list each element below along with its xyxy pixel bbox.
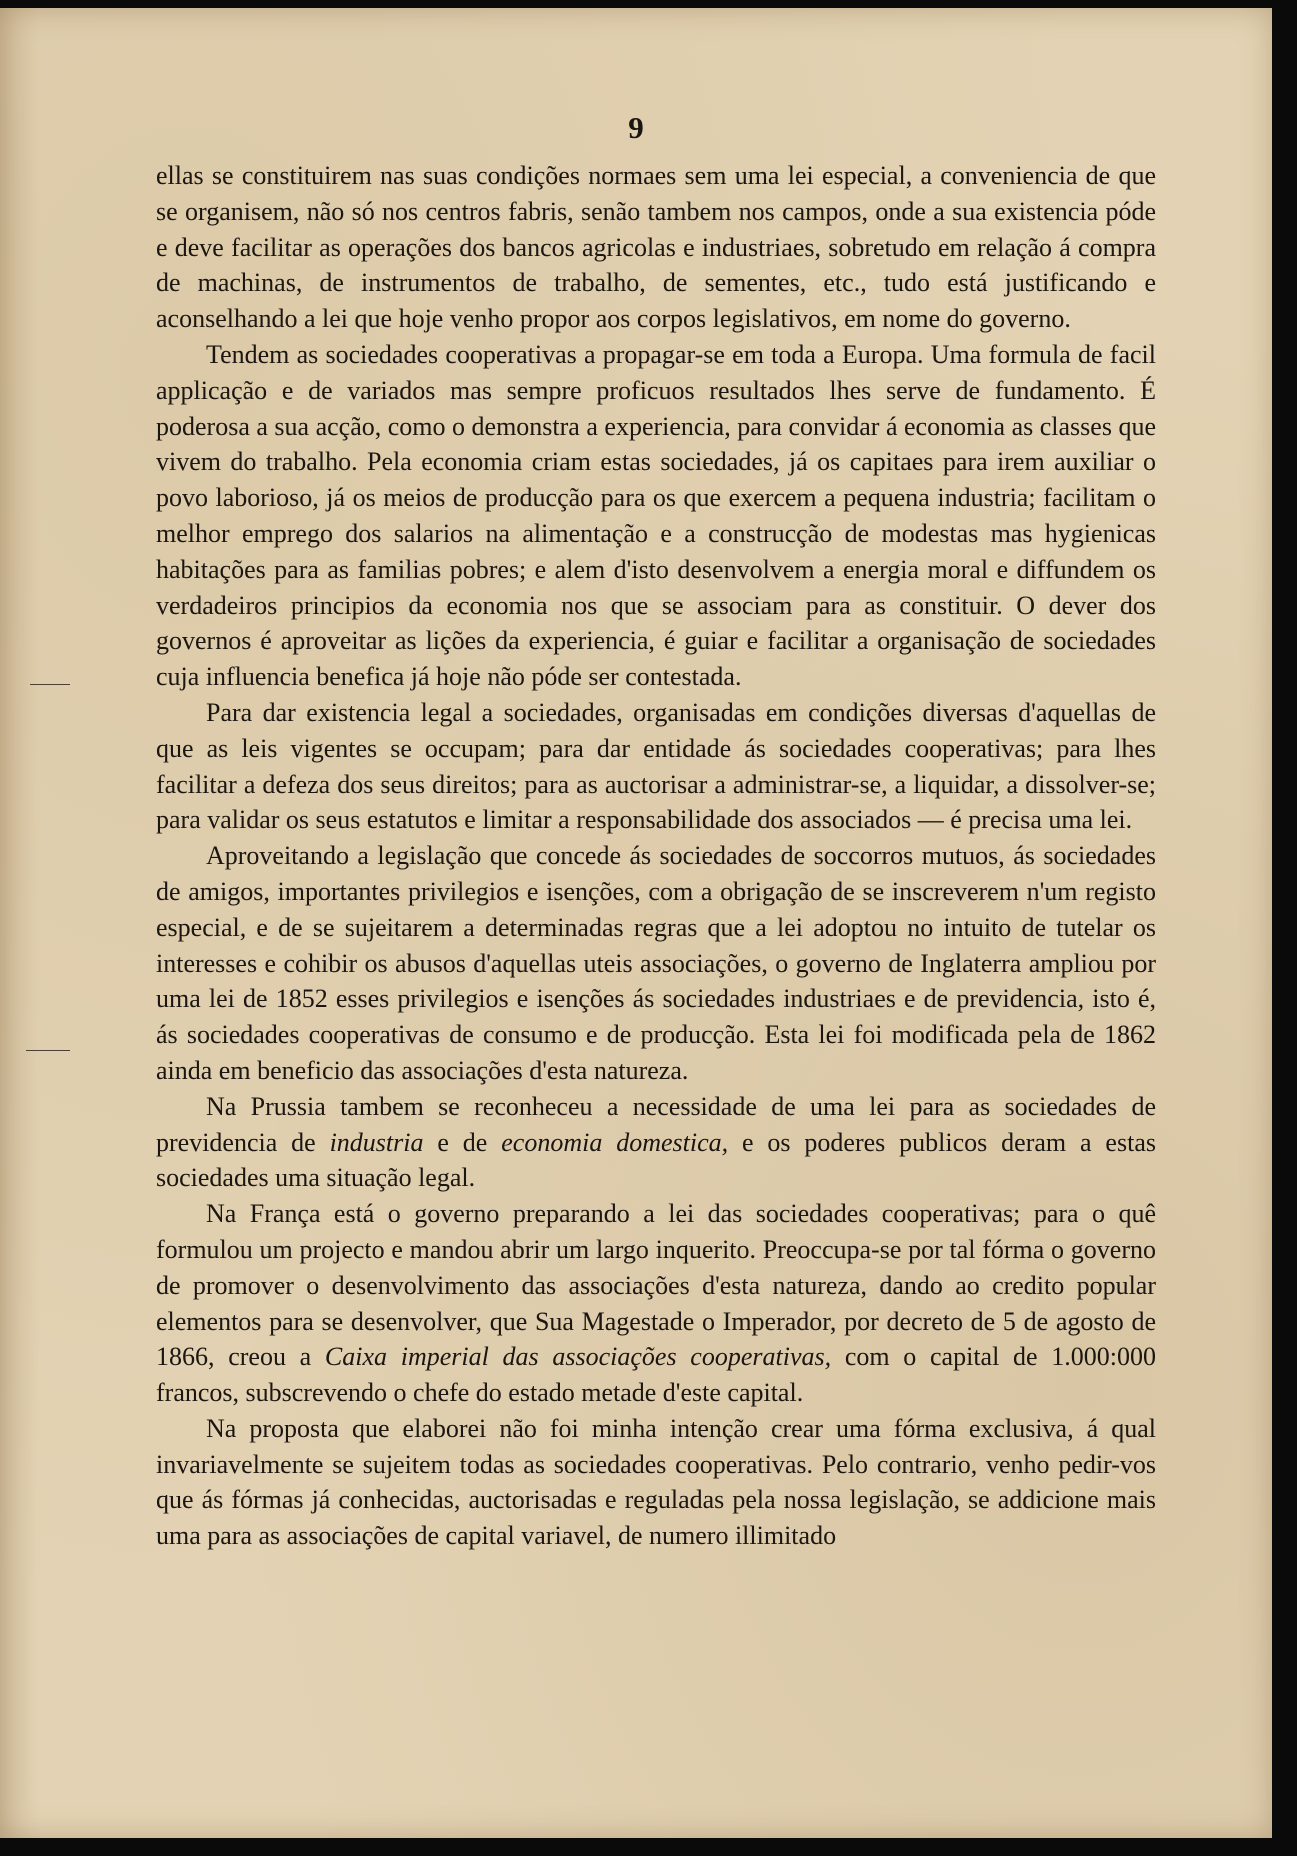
text-segment: Para dar existencia legal a sociedades, organisadas em condições diversas d'aquellas de que as leis vigentes se occupam; para dar entidade ás sociedades cooperativas; para lhes facilitar a defeza dos seus direitos; para as auctorisar a administrar-se, a liquidar, a dissolver-se; para validar os seus estatutos e limitar a responsabilidade dos associados — é precisa uma lei. — [156, 697, 1156, 835]
paragraph-3 — [156, 695, 1156, 838]
italic-term: Caixa imperial das associações cooperativas, — [324, 1342, 832, 1372]
text-segment: com o capital de 1.000:000 francos, subscrevendo o chefe do estado metade d'este capital. — [156, 1342, 1156, 1408]
italic-term: industria — [329, 1127, 424, 1157]
margin-mark — [30, 676, 70, 685]
italic-term: economia domestica, — [501, 1127, 729, 1157]
paragraph-6 — [156, 1196, 1156, 1411]
text-segment: Aproveitando a legislação que concede ás sociedades de soccorros mutuos, ás sociedades de amigos, importantes privilegios e isenções, com a obrigação de se inscreverem n'um registo especial, e de se sujeitarem a determinadas regras que a lei adoptou no intuito de tutelar os interesses e cohibir os abusos d'aquellas uteis associações, o governo de Inglaterra ampliou por uma lei de 1852 esses privilegios e isenções ás sociedades industriaes e de previdencia, isto é, ás sociedades cooperativas de consumo e de producção. Esta lei foi modificada pela de 1862 ainda em beneficio das associações d'esta natureza. — [156, 841, 1156, 1085]
text-segment: e os poderes publicos deram a estas sociedades uma situação legal. — [156, 1127, 1156, 1193]
paragraph-7 — [156, 1411, 1156, 1554]
page-number: 9 — [628, 110, 644, 145]
document-page — [0, 8, 1272, 1838]
paragraph-5 — [156, 1089, 1156, 1196]
text-segment: Na Prussia tambem se reconheceu a necessidade de uma lei para as sociedades de previdencia de — [156, 1091, 1156, 1157]
text-segment: ellas se constituirem nas suas condições normaes sem uma lei especial, a conveniencia de que se organisem, não só nos centros fabris, senão tambem nos campos, onde a sua existencia póde e deve facilitar as operações dos bancos agricolas e industriaes, sobretudo em relação á compra de machinas, de instrumentos de trabalho, de sementes, etc., tudo está justificando e aconselhando a lei que hoje venho propor aos corpos legislativos, em nome do governo. — [156, 161, 1156, 334]
margin-mark — [26, 1050, 70, 1061]
body-text — [156, 158, 1156, 1554]
text-segment: Na França está o governo preparando a lei das sociedades cooperativas; para o quê formulou um projecto e mandou abrir um largo inquerito. Preoccupa-se por tal fórma o governo de promover o desenvolvimento das associações d'esta natureza, dando ao credito popular elementos para se desenvolver, que Sua Magestade o Imperador, por decreto de 5 de agosto de 1866, creou a — [156, 1199, 1156, 1372]
paragraph-1 — [156, 158, 1156, 337]
text-segment: e de — [423, 1127, 502, 1157]
text-segment: Tendem as sociedades cooperativas a propagar-se em toda a Europa. Uma formula de facil applicação e de variados mas sempre proficuos resultados lhes serve de fundamento. É poderosa a sua acção, como o demonstra a experiencia, para convidar á economia as classes que vivem do trabalho. Pela economia criam estas sociedades, já os capitaes para irem auxiliar o povo laborioso, já os meios de producção para os que exercem a pequena industria; facilitam o melhor emprego dos salarios na alimentação e a construcção de modestas mas hygienicas habitações para as familias pobres; e alem d'isto desenvolvem a energia moral e diffundem os verdadeiros principios da economia nos que se associam para as constituir. O dever dos governos é aproveitar as lições da experiencia, é guiar e facilitar a organisação de sociedades cuja influencia benefica já hoje não póde ser contestada. — [156, 339, 1156, 692]
paragraph-4 — [156, 838, 1156, 1089]
paragraph-2 — [156, 337, 1156, 695]
text-segment: Na proposta que elaborei não foi minha intenção crear uma fórma exclusiva, á qual invariavelmente se sujeitem todas as sociedades cooperativas. Pelo contrario, venho pedir-vos que ás fórmas já conhecidas, auctorisadas e reguladas pela nossa legislação, se addicione mais uma para as associações de capital variavel, de numero illimitado — [156, 1413, 1156, 1551]
